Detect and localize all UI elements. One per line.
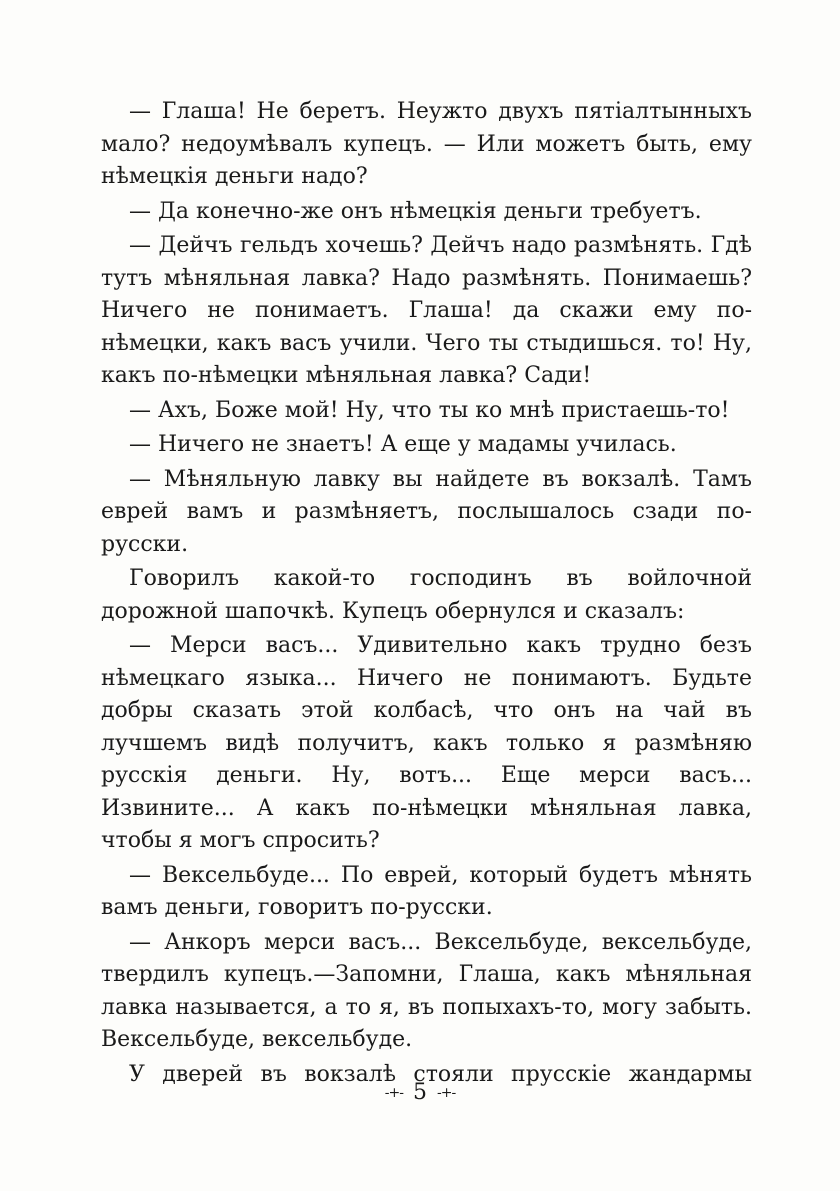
ornament-left: -+-	[384, 1085, 403, 1101]
paragraph-2: — Да конечно-же онъ нѣмецкія деньги требуетъ.	[129, 198, 702, 224]
paragraph-11: У дверей въ вокзалѣ стояли прусскіе жандармы	[129, 1061, 752, 1087]
paragraph-6: — Мѣняльную лавку вы найдете въ вокзалѣ. Тамъ еврей вамъ и размѣняетъ, послышалось сзади по-русски.	[101, 466, 752, 557]
paragraph-3: — Дейчъ гельдъ хочешь? Дейчъ надо размѣнять. Гдѣ тутъ мѣняльная лавка? Надо размѣнять. Понимаешь? Ничего не понимаетъ. Глаша! да скажи ему по-нѣмецки, какъ васъ учили. Чего ты стыдишься. то! Ну, какъ по-нѣмецки мѣняльная лавка? Сади!	[101, 233, 752, 388]
paragraph-5: — Ничего не знаетъ! А еще у мадамы училась.	[129, 432, 677, 457]
page-number: 5	[413, 1080, 427, 1105]
paragraph-10: — Анкоръ мерси васъ... Вексельбуде, вексельбуде, твердилъ купецъ.—Запомни, Глаша, какъ мѣняльная лавка называется, а то я, въ попыхахъ-то, могу забыть. Вексельбуде, вексельбуде.	[101, 929, 752, 1052]
body-text	[101, 96, 752, 1093]
paragraph-7: Говорилъ какой-то господинъ въ войлочной дорожной шапочкѣ. Купецъ обернулся и сказалъ:	[101, 566, 752, 624]
page-footer	[0, 1080, 840, 1105]
paragraph-1: — Глаша! Не беретъ. Неужто двухъ пятіалтынныхъ мало? недоумѣвалъ купецъ. — Или можетъ быть, ему нѣмецкія деньги надо?	[101, 99, 752, 189]
paragraph-8: — Мерси васъ... Удивительно какъ трудно безъ нѣмецкаго языка... Ничего не понимаютъ. Будьте добры сказать этой колбасѣ, что онъ на чай въ лучшемъ видѣ получитъ, какъ только я размѣняю русскія деньги. Ну, вотъ... Еще мерси васъ... Извините... А какъ по-нѣмецки мѣняльная лавка, чтобы я могъ спросить?	[101, 633, 752, 853]
ornament-right: -+-	[437, 1085, 456, 1101]
paragraph-9: — Вексельбуде... По еврей, который будетъ мѣнять вамъ деньги, говоритъ по-русски.	[101, 862, 752, 920]
paragraph-4: — Ахъ, Боже мой! Ну, что ты ко мнѣ пристаешь-то!	[129, 397, 730, 423]
